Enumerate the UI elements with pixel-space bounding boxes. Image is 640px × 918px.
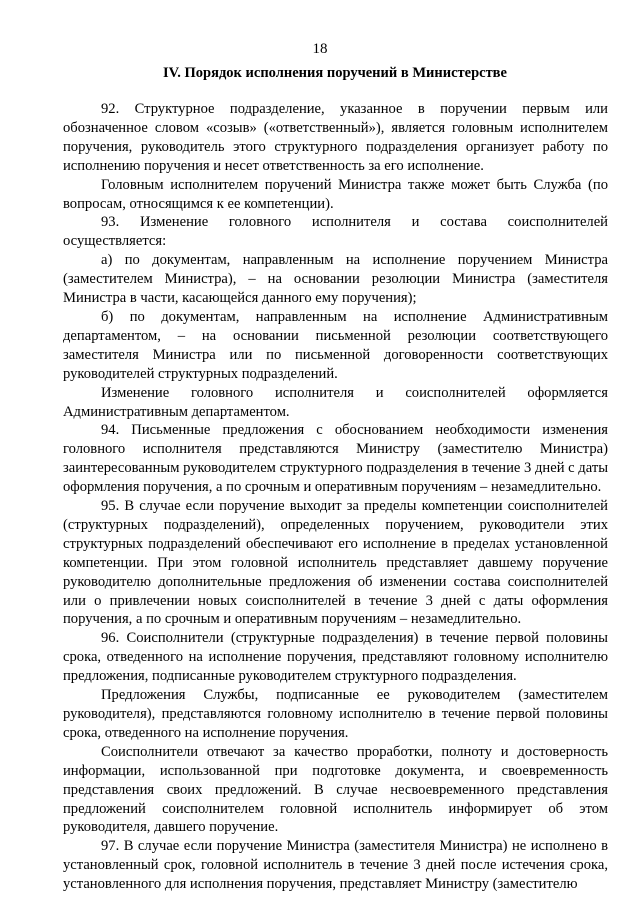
paragraph-97: 97. В случае если поручение Министра (заместителя Министра) не исполнено в установленный срок, головной исполнитель в течение 3 дней после истечения срока, установленного для исполнения поручения, представляет Министру (заместителю <box>63 838 608 893</box>
paragraph-95: 95. В случае если поручение выходит за пределы компетенции соисполнителей (структурных подразделений), определенных поручением, руководители этих структурных подразделений обеспечивают его исполнение в пределах установленной компетенции. При этом головной исполнитель представляет давшему поручение руководителю дополнительные предложения об изменении состава соисполнителей или о привлечении новых соисполнителей в течение 3 дней с даты оформления поручения, а по срочным и оперативным поручениям – незамедлительно. <box>63 498 608 628</box>
document-body <box>63 100 608 894</box>
paragraph-93: 93. Изменение головного исполнителя и состава соисполнителей осуществляется: <box>63 214 608 250</box>
section-heading: IV. Порядок исполнения поручений в Министерстве <box>163 65 507 81</box>
paragraph-co-executors-responsibility: Соисполнители отвечают за качество проработки, полноту и достоверность информации, использованной при подготовке документа, и своевременность представления своих предложений. В случае несвоевременного представления предложений соисполнителем головной исполнитель информирует об этом руководителя, давшего поручение. <box>63 743 608 836</box>
paragraph-change-formalization: Изменение головного исполнителя и соисполнителей оформляется Административным департаментом. <box>63 384 608 420</box>
paragraph-96: 96. Соисполнители (структурные подразделения) в течение первой половины срока, отведенного на исполнение поручения, представляют головному исполнителю предложения, подписанные руководителем структурного подразделения. <box>63 630 608 685</box>
paragraph-service-proposals: Предложения Службы, подписанные ее руководителем (заместителем руководителя), представляются головному исполнителю в течение первой половины срока, отведенного на исполнение поручения. <box>63 687 608 741</box>
paragraph-service-executor: Головным исполнителем поручений Министра также может быть Служба (по вопросам, относящимся к ее компетенции). <box>63 176 608 212</box>
paragraph-93-a: а) по документам, направленным на исполнение поручением Министра (заместителем Министра), – на основании резолюции Министра (заместителя Министра в части, касающейся данного ему поручения); <box>63 252 608 307</box>
page-number: 18 <box>312 41 328 57</box>
paragraph-93-b: б) по документам, направленным на исполнение Административным департаментом, – на основании письменной резолюции соответствующего заместителя Министра или по письменной договоренности соответствующих руководителей структурных подразделений. <box>63 308 608 382</box>
paragraph-92: 92. Структурное подразделение, указанное в поручении первым или обозначенное словом «созыв» («ответственный»), является головным исполнителем поручения, руководитель этого структурного подразделения организует работу по исполнению поручения и несет ответственность за его исполнение. <box>63 101 608 174</box>
paragraph-94: 94. Письменные предложения с обоснованием необходимости изменения головного исполнителя представляются Министру (заместителю Министра) заинтересованным руководителем структурного подразделения в течение 3 дней с даты оформления поручения, а по срочным и оперативным поручениям – незамедлительно. <box>63 422 608 496</box>
